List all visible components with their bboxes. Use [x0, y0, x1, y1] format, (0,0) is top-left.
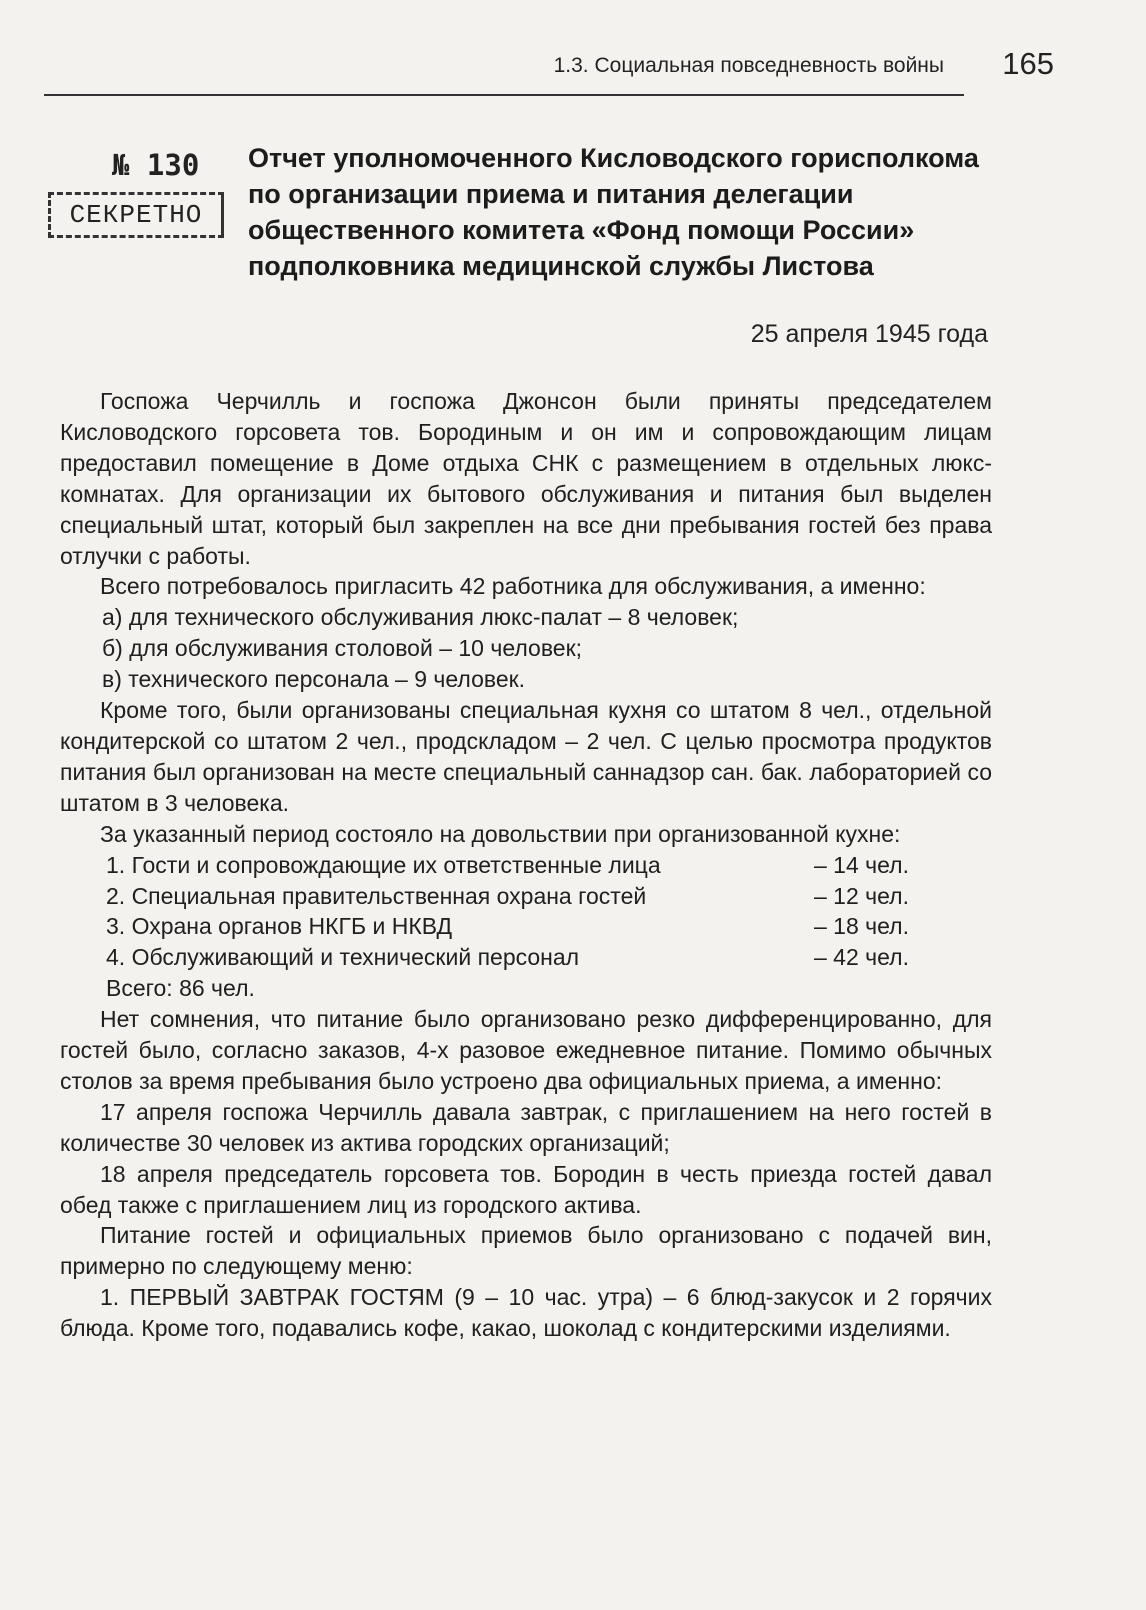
allowance-count: – 14 чел. [814, 851, 909, 878]
paragraph: Кроме того, были организованы специальная кухня со штатом 8 чел., отдельной кондитерской со штатом 2 чел., продскладом – 2 чел. С целью просмотра продуктов питания был организован на месте специальный саннадзор сан. бак. лабораторией со штатом в 3 человека. [60, 697, 992, 816]
paragraph: 17 апреля госпожа Черчилль давала завтрак, с приглашением на него гостей в количестве 30 человек из актива городских организаций; [60, 1098, 992, 1156]
allowance-label: 1. Гости и сопровождающие их ответственные лица [106, 851, 661, 878]
allowance-count: – 42 чел. [814, 944, 909, 971]
running-head-title: 1.3. Социальная повседневность войны [553, 54, 944, 77]
page-number: 165 [1002, 46, 1054, 81]
paragraph: За указанный период состояло на довольствии при организованной кухне: [100, 820, 901, 847]
allowance-label: 4. Обслуживающий и технический персонал [106, 944, 580, 971]
allowance-count: – 12 чел. [814, 882, 909, 909]
document-date: 25 апреля 1945 года [750, 320, 988, 348]
header-rule [44, 94, 964, 96]
allowance-row [60, 942, 926, 973]
paragraph: Госпожа Черчилль и госпожа Джонсон были приняты председателем Кисловодского горсовета тов. Бородиным и он им и сопровождающим лицам предоставил помещение в Доме отдыха СНК с размещением в отдельных люкс-комнатах. Для организации их бытового обслуживания и питания был выделен специальный штат, который был закреплен на все дни пребывания гостей без права отлучки с работы. [60, 388, 992, 569]
allowance-count: – 18 чел. [814, 913, 909, 940]
allowance-row [60, 850, 926, 881]
paragraph: Всего потребовалось пригласить 42 работника для обслуживания, а именно: [100, 573, 926, 600]
paragraph: 1. ПЕРВЫЙ ЗАВТРАК ГОСТЯМ (9 – 10 час. утра) – 6 блюд-закусок и 2 горячих блюда. Кроме того, подавались кофе, какао, шоколад с кондитерскими изделиями. [60, 1284, 992, 1342]
list-item: а) для технического обслуживания люкс-палат – 8 человек; [102, 604, 739, 631]
document-body [60, 386, 992, 1344]
allowance-total: Всего: 86 чел. [106, 975, 255, 1002]
allowance-label: 2. Специальная правительственная охрана гостей [106, 882, 647, 909]
list-item: б) для обслуживания столовой – 10 человек; [102, 635, 583, 662]
list-item: в) технического персонала – 9 человек. [102, 666, 526, 693]
document-number: № 130 [112, 148, 200, 182]
document-title: Отчет уполномоченного Кисловодского горисполкома по организации приема и питания делегации общественного комитета «Фонд помощи России» подполковника медицинской службы Листова [248, 143, 979, 281]
paragraph: Нет сомнения, что питание было организовано резко дифференцированно, для гостей было, согласно заказов, 4-х разовое ежедневное питание. Помимо обычных столов за время пребывания было устроено два официальных приема, а именно: [60, 1006, 992, 1094]
allowance-row [60, 911, 926, 942]
running-head [44, 40, 1054, 100]
paragraph: 18 апреля председатель горсовета тов. Бородин в честь приезда гостей давал обед также с приглашением лиц из городского актива. [60, 1160, 992, 1218]
paragraph: Питание гостей и официальных приемов было организовано с подачей вин, примерно по следующему меню: [60, 1222, 992, 1280]
allowance-row [60, 881, 926, 912]
allowance-label: 3. Охрана органов НКГБ и НКВД [106, 913, 453, 940]
secret-stamp: СЕКРЕТНО [48, 192, 224, 238]
